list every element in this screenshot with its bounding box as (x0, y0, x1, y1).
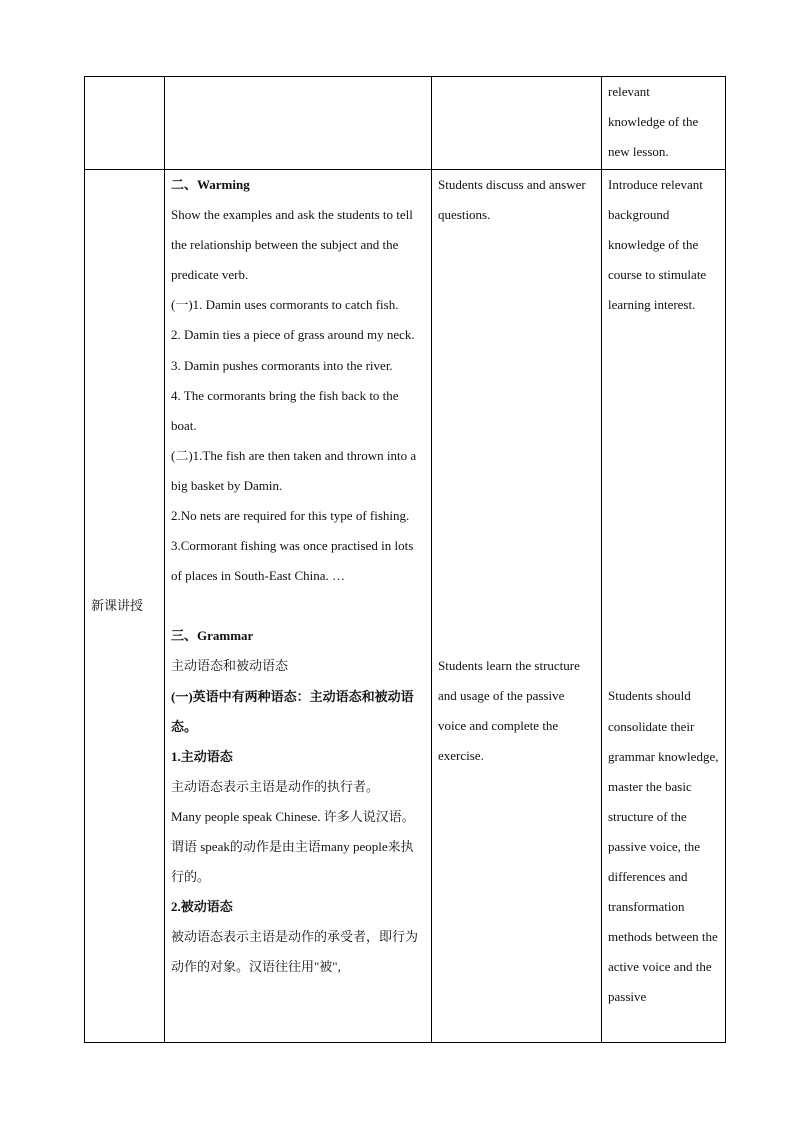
active-voice-heading: 1.主动语态 (171, 748, 233, 764)
warming-heading: 二、Warming (171, 177, 250, 192)
grammar-point-heading: (一)英语中有两种语态：主动语态和被动语态。 (171, 688, 414, 734)
objective-line: new lesson. (608, 144, 669, 160)
stage-cell-empty (85, 77, 165, 170)
objective-line: relevant (608, 84, 650, 99)
grammar-subtitle: 主动语态和被动语态 (171, 658, 289, 674)
example-line: 3.Cormorant fishing was once practised in lots of places in South-East China. … (171, 538, 414, 584)
passive-voice-heading: 2.被动语态 (171, 899, 233, 915)
example-line: 2.No nets are required for this type of fishing. (171, 508, 410, 524)
activity-cell-empty (432, 77, 602, 170)
activity-warming: Students discuss and answer questions. (438, 177, 586, 223)
stage-cell: 新课讲授 (85, 170, 165, 1043)
lesson-plan-table (84, 76, 726, 1043)
section-spacer (438, 230, 595, 651)
passive-voice-desc: 被动语态表示主语是动作的承受者，即行为动作的对象。汉语往往用"被", (171, 929, 419, 975)
table-row (85, 170, 726, 1043)
example-line: 2. Damin ties a piece of grass around my neck. (171, 327, 415, 343)
active-voice-note: 谓语 speak的动作是由主语many people来执行的。 (171, 838, 414, 885)
activity-grammar: Students learn the structure and usage of the passive voice and complete the exercise. (438, 658, 580, 764)
content-cell-empty (165, 77, 432, 170)
table-row (85, 77, 726, 170)
active-voice-example: Many people speak Chinese. 许多人说汉语。 (171, 808, 415, 824)
activity-cell (432, 170, 602, 1043)
objective-cell (602, 170, 726, 1043)
objective-cell (602, 77, 726, 170)
grammar-heading: 三、Grammar (171, 628, 254, 644)
objective-warming: Introduce relevant background knowledge of the course to stimulate learning interest. (608, 177, 707, 313)
section-spacer (608, 320, 719, 681)
example-line: (一)1. Damin uses cormorants to catch fish. (171, 297, 399, 313)
active-voice-desc: 主动语态表示主语是动作的执行者。 (171, 778, 380, 794)
example-line: 3. Damin pushes cormorants into the river. (171, 357, 393, 373)
example-line: 4. The cormorants bring the fish back to the boat. (171, 387, 399, 433)
section-spacer (171, 591, 425, 621)
warming-intro: Show the examples and ask the students to tell the relationship between the subject and the predicate verb. (171, 207, 413, 283)
objective-line: knowledge of the (608, 114, 699, 130)
content-cell (165, 170, 432, 1043)
objective-grammar: Students should consolidate their grammar knowledge, master the basic structure of the passive voice, the differences and transformation methods between the active voice and the passive (608, 688, 719, 1005)
example-line: (二)1.The fish are then taken and thrown into a big basket by Damin. (171, 447, 417, 493)
